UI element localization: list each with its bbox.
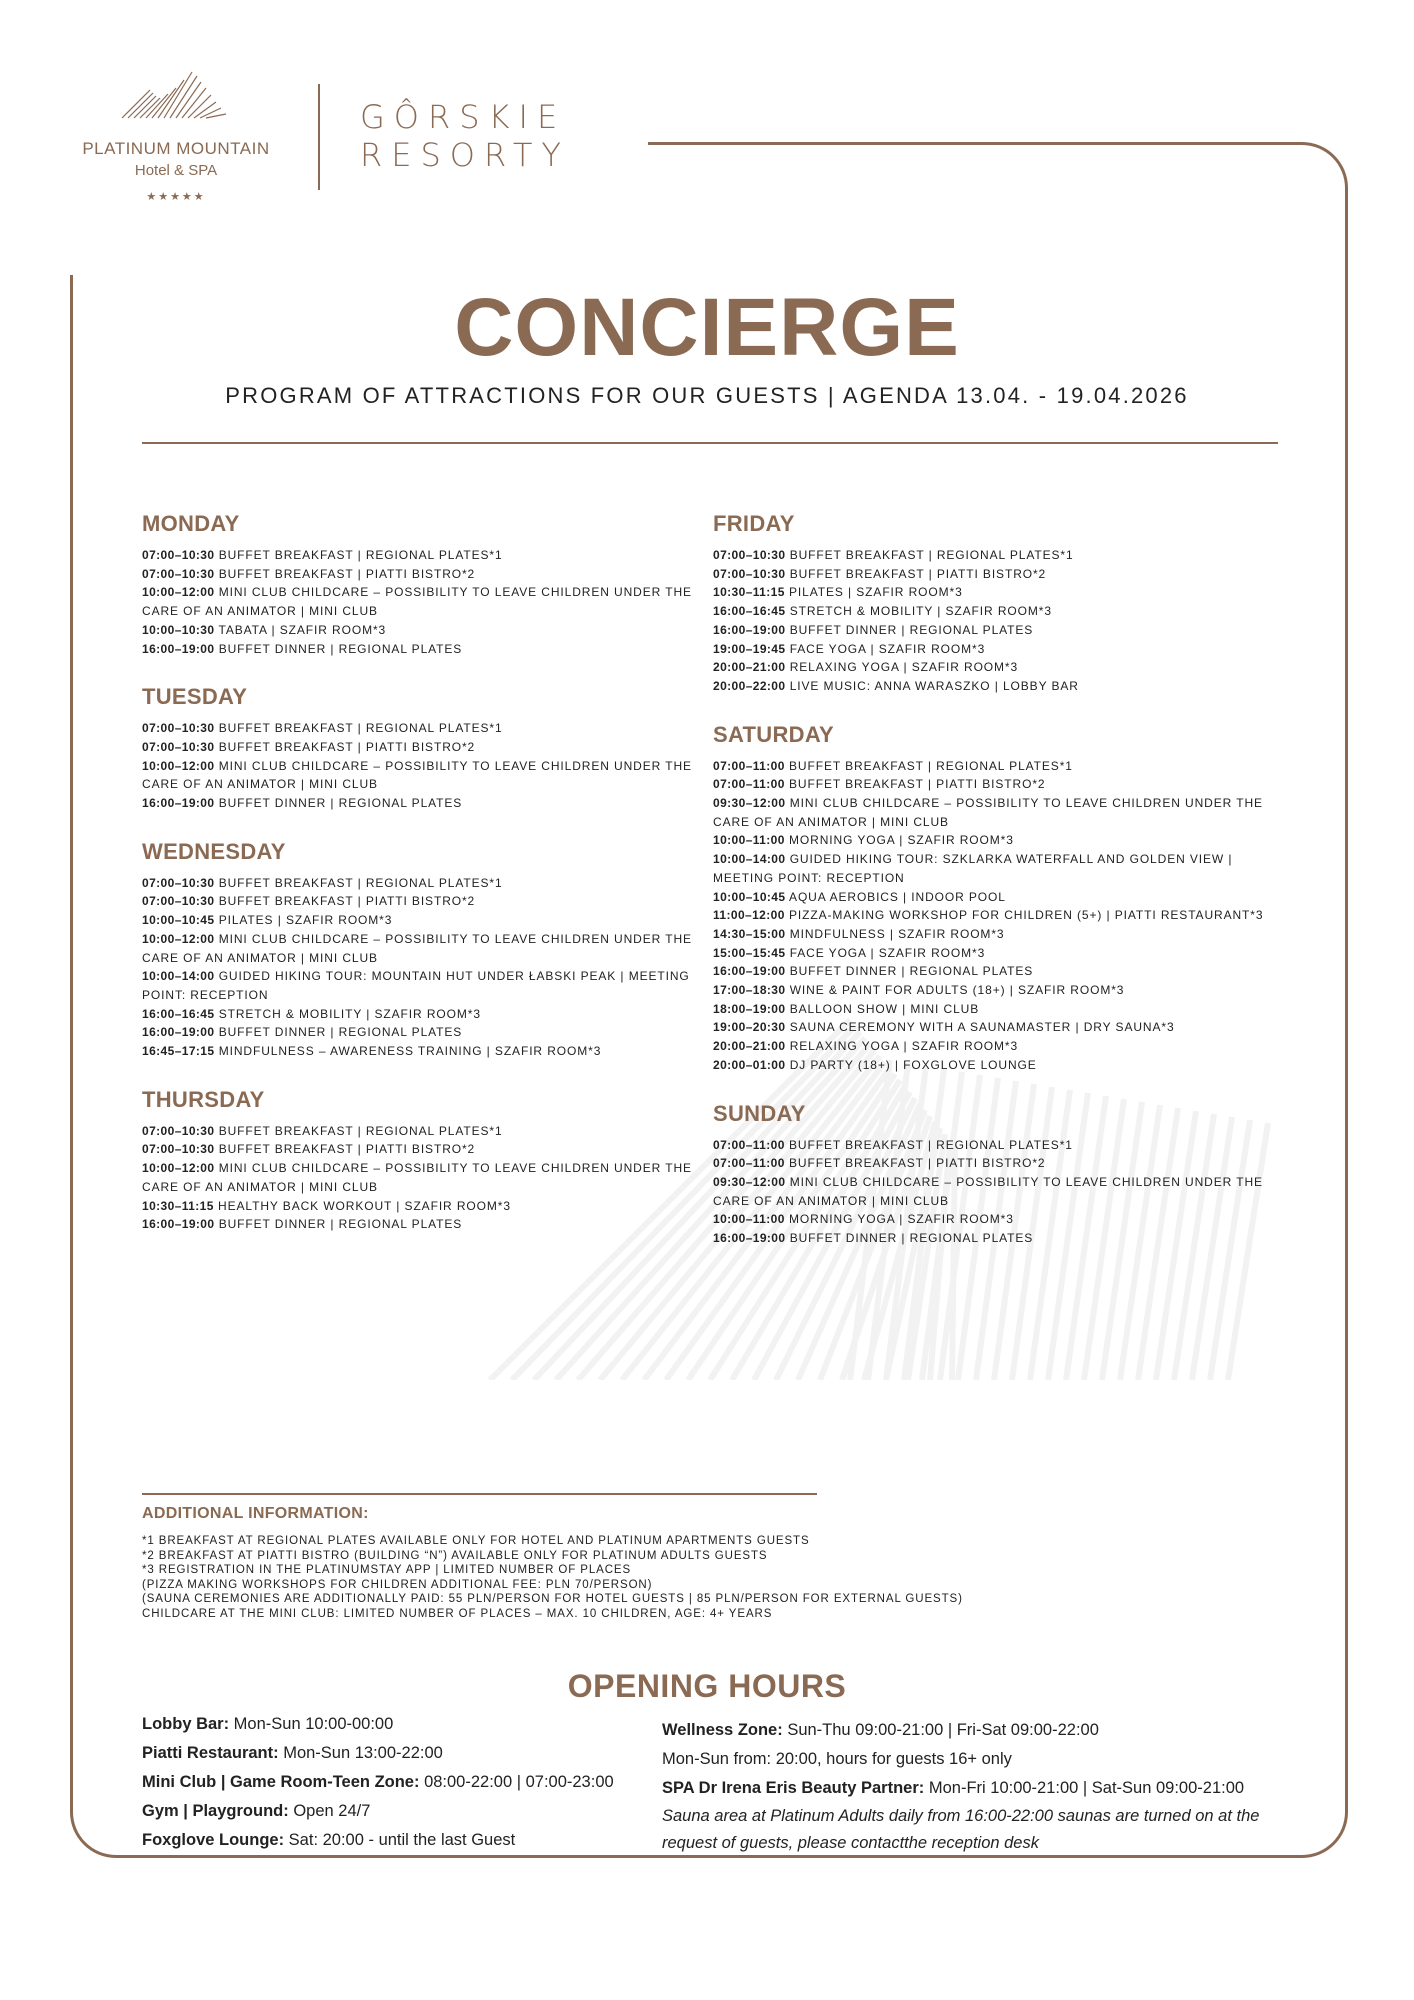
title-divider: [142, 442, 1278, 444]
entry-time: 20:00–01:00: [713, 1057, 786, 1072]
entry-time: 16:00–19:00: [142, 796, 215, 811]
schedule-entry: [713, 925, 1283, 944]
entry-time: 18:00–19:00: [713, 1001, 786, 1016]
entry-text: MINI CLUB CHILDCARE – POSSIBILITY TO LEAVE CHILDREN UNDER THE CARE OF AN ANIMATOR | MINI CLUB: [142, 1161, 692, 1194]
entry-time: 07:00–10:30: [142, 875, 215, 890]
entry-time: 20:00–21:00: [713, 1039, 786, 1054]
opening-hours-title: OPENING HOURS: [567, 1668, 847, 1704]
entry-time: 07:00–10:30: [142, 1142, 215, 1157]
entry-text: MINI CLUB CHILDCARE – POSSIBILITY TO LEAVE CHILDREN UNDER THE CARE OF AN ANIMATOR | MINI CLUB: [142, 758, 692, 792]
entry-text: BUFFET DINNER | REGIONAL PLATES: [789, 964, 1034, 979]
entry-text: BUFFET DINNER | REGIONAL PLATES: [789, 622, 1034, 637]
entry-time: 10:00–14:00: [142, 969, 215, 984]
hours-label: Mini Club | Game Room-Teen Zone:: [142, 1773, 420, 1791]
page-subtitle: PROGRAM OF ATTRACTIONS FOR OUR GUESTS | AGENDA 13.04. - 19.04.2026: [225, 383, 1189, 408]
day-heading: SUNDAY: [713, 1100, 806, 1126]
entry-time: 16:00–19:00: [142, 1025, 215, 1040]
entry-time: 07:00–10:30: [142, 894, 215, 909]
entry-text: AQUA AEROBICS | INDOOR POOL: [789, 889, 1006, 904]
resort-logo: [360, 98, 600, 174]
day-heading: TUESDAY: [142, 684, 248, 710]
entry-text: BUFFET DINNER | REGIONAL PLATES: [789, 1231, 1034, 1246]
entry-text: BUFFET DINNER | REGIONAL PLATES: [218, 1025, 463, 1040]
opening-hours-row: [142, 1739, 662, 1768]
entry-time: 19:00–20:30: [713, 1020, 786, 1035]
hours-value: Mon-Fri 10:00-21:00 | Sat-Sun 09:00-21:00: [924, 1779, 1245, 1797]
hours-value: Sun-Thu 09:00-21:00 | Fri-Sat 09:00-22:00: [782, 1721, 1099, 1739]
entry-time: 07:00–10:30: [713, 566, 786, 581]
opening-hours-row: [142, 1710, 662, 1739]
schedule-entry: [713, 1037, 1283, 1056]
entry-text: MINI CLUB CHILDCARE – POSSIBILITY TO LEAVE CHILDREN UNDER THE CARE OF AN ANIMATOR | MINI CLUB: [142, 931, 692, 965]
entry-text: MORNING YOGA | SZAFIR ROOM*3: [789, 1212, 1014, 1227]
hours-value: Mon-Sun 13:00-22:00: [278, 1744, 443, 1762]
entry-time: 10:00–11:00: [713, 1212, 785, 1227]
schedule-entry: [713, 1000, 1283, 1019]
entry-time: 07:00–11:00: [713, 1137, 785, 1152]
schedule-entry: [713, 757, 1283, 776]
entry-text: BUFFET BREAKFAST | REGIONAL PLATES*1: [789, 1137, 1073, 1152]
hotel-subtitle: Hotel & SPA: [134, 162, 218, 179]
entry-time: 10:30–11:15: [713, 585, 785, 600]
day-heading: WEDNESDAY: [142, 838, 286, 864]
schedule-entry: [713, 1136, 1283, 1155]
entry-text: MORNING YOGA | SZAFIR ROOM*3: [789, 833, 1014, 848]
entry-time: 16:00–16:45: [713, 604, 786, 619]
entry-time: 20:00–21:00: [713, 660, 786, 675]
entry-time: 10:00–12:00: [142, 585, 215, 600]
schedule-left-column: [142, 512, 702, 1261]
day-block-friday: [713, 512, 1283, 696]
schedule-entry: [142, 967, 702, 1004]
schedule-entry: [142, 1159, 702, 1196]
entry-text: STRETCH & MOBILITY | SZAFIR ROOM*3: [789, 604, 1052, 619]
entry-time: 07:00–11:00: [713, 758, 785, 773]
opening-hours-row: [142, 1826, 662, 1855]
entry-time: 07:00–11:00: [713, 777, 785, 792]
opening-hours-right: [662, 1716, 1282, 1857]
day-block-monday: [142, 512, 702, 658]
hours-label: Wellness Zone:: [662, 1721, 783, 1739]
day-heading: SATURDAY: [713, 721, 834, 747]
entry-text: BUFFET DINNER | REGIONAL PLATES: [218, 641, 463, 656]
hours-label: Gym | Playground:: [142, 1802, 289, 1820]
schedule-right-column: [713, 512, 1283, 1275]
entry-text: MINI CLUB CHILDCARE – POSSIBILITY TO LEAVE CHILDREN UNDER THE CARE OF AN ANIMATOR | MINI CLUB: [713, 796, 1263, 829]
entry-time: 16:00–19:00: [713, 964, 786, 979]
additional-info-title: ADDITIONAL INFORMATION:: [142, 1505, 369, 1522]
schedule-entry: [713, 775, 1283, 794]
entry-text: PIZZA-MAKING WORKSHOP FOR CHILDREN (5+) | PIATTI RESTAURANT*3: [789, 908, 1264, 923]
entry-time: 14:30–15:00: [713, 926, 786, 941]
entry-text: BUFFET DINNER | REGIONAL PLATES: [218, 1217, 463, 1232]
schedule-entry: [142, 911, 702, 930]
hours-label: Lobby Bar:: [142, 1715, 230, 1733]
schedule-entry: [142, 640, 702, 659]
schedule-entry: [713, 546, 1283, 565]
entry-text: GUIDED HIKING TOUR: SZKLARKA WATERFALL AND GOLDEN VIEW | MEETING POINT: RECEPTION: [713, 852, 1233, 885]
entry-time: 10:00–11:00: [713, 833, 785, 848]
entry-time: 07:00–10:30: [142, 721, 215, 736]
entry-time: 16:00–19:00: [713, 622, 786, 637]
hours-value: Mon-Sun from: 20:00, hours for guests 16+ only: [662, 1750, 1012, 1768]
entry-text: GUIDED HIKING TOUR: MOUNTAIN HUT UNDER ŁABSKI PEAK | MEETING POINT: RECEPTION: [142, 969, 690, 1002]
opening-hours-row: [142, 1797, 662, 1826]
hours-label: Piatti Restaurant:: [142, 1744, 279, 1762]
schedule-entry: [713, 1056, 1283, 1075]
entry-time: 07:00–10:30: [142, 739, 215, 754]
entry-time: 16:00–16:45: [142, 1006, 215, 1021]
entry-time: 07:00–10:30: [142, 1123, 215, 1138]
schedule-entry: [142, 1215, 702, 1234]
schedule-entry: [713, 1154, 1283, 1173]
entry-text: BUFFET BREAKFAST | REGIONAL PLATES*1: [789, 548, 1074, 562]
frame-top-border: [648, 142, 1300, 146]
schedule-entry: [142, 874, 702, 893]
day-block-sunday: [713, 1102, 1283, 1248]
entry-time: 11:00–12:00: [713, 908, 785, 923]
entry-text: BALLOON SHOW | MINI CLUB: [789, 1001, 980, 1016]
entry-text: PILATES | SZAFIR ROOM*3: [789, 585, 963, 600]
entry-time: 16:45–17:15: [142, 1044, 215, 1059]
entry-time: 09:30–12:00: [713, 1174, 786, 1189]
resort-name-line2: RESORTY: [360, 136, 570, 174]
entry-text: MINI CLUB CHILDCARE – POSSIBILITY TO LEAVE CHILDREN UNDER THE CARE OF AN ANIMATOR | MINI CLUB: [142, 585, 692, 619]
schedule-entry: [142, 583, 702, 620]
frame-left-border: [70, 275, 130, 1858]
entry-text: MINDFULNESS – AWARENESS TRAINING | SZAFIR ROOM*3: [218, 1044, 602, 1059]
entry-text: BUFFET BREAKFAST | PIATTI BISTRO*2: [789, 777, 1046, 792]
entry-text: TABATA | SZAFIR ROOM*3: [218, 622, 387, 637]
hours-value: Mon-Sun 10:00-00:00: [229, 1715, 394, 1733]
schedule-entry: [142, 565, 702, 584]
entry-time: 16:00–19:00: [142, 1217, 215, 1232]
entry-text: BUFFET BREAKFAST | PIATTI BISTRO*2: [218, 566, 476, 581]
entry-time: 10:00–12:00: [142, 758, 215, 773]
logo-divider: [318, 84, 320, 190]
entry-time: 16:00–19:00: [713, 1231, 786, 1246]
day-heading: FRIDAY: [713, 511, 795, 536]
entry-text: BUFFET BREAKFAST | PIATTI BISTRO*2: [789, 1156, 1046, 1171]
info-note: *3 REGISTRATION IN THE PLATINUMSTAY APP | LIMITED NUMBER OF PLACES: [142, 1564, 632, 1576]
entry-text: LIVE MUSIC: ANNA WARASZKO | LOBBY BAR: [789, 678, 1079, 693]
schedule-entry: [142, 1122, 702, 1141]
opening-hours-row: [142, 1768, 662, 1797]
schedule-entry: [142, 1197, 702, 1216]
schedule-entry: [142, 930, 702, 967]
day-block-saturday: [713, 723, 1283, 1075]
entry-time: 09:30–12:00: [713, 796, 786, 811]
schedule-entry: [713, 621, 1283, 640]
schedule-entry: [713, 944, 1283, 963]
hours-value: Sat: 20:00 - until the last Guest: [284, 1831, 516, 1849]
info-note: CHILDCARE AT THE MINI CLUB: LIMITED NUMBER OF PLACES – MAX. 10 CHILDREN, AGE: 4+ YEARS: [142, 1607, 773, 1620]
schedule-entry: [142, 892, 702, 911]
hours-label: SPA Dr Irena Eris Beauty Partner:: [662, 1779, 925, 1797]
entry-text: BUFFET BREAKFAST | REGIONAL PLATES*1: [218, 875, 503, 890]
day-block-tuesday: [142, 685, 702, 813]
info-note: (SAUNA CEREMONIES ARE ADDITIONALLY PAID: 55 PLN/PERSON FOR HOTEL GUESTS | 85 PLN/PERSON FOR EXTERNAL GUESTS): [142, 1593, 963, 1605]
entry-time: 20:00–22:00: [713, 678, 786, 693]
schedule-entry: [713, 794, 1283, 831]
entry-time: 07:00–10:30: [142, 566, 215, 581]
hours-label: Foxglove Lounge:: [142, 1831, 285, 1849]
schedule-entry: [713, 640, 1283, 659]
entry-time: 10:00–14:00: [713, 852, 786, 867]
hours-value: Open 24/7: [288, 1802, 371, 1820]
sauna-note: Sauna area at Platinum Adults daily from 16:00-22:00 saunas are turned on at the request of guests, please contactthe reception desk: [662, 1807, 1260, 1852]
schedule-entry: [142, 621, 702, 640]
schedule-entry: [713, 981, 1283, 1000]
schedule-entry: [713, 850, 1283, 887]
entry-text: SAUNA CEREMONY WITH A SAUNAMASTER | DRY SAUNA*3: [789, 1020, 1175, 1035]
schedule-entry: [713, 677, 1283, 696]
schedule-entry: [713, 888, 1283, 907]
info-note: (PIZZA MAKING WORKSHOPS FOR CHILDREN ADDITIONAL FEE: PLN 70/PERSON): [142, 1578, 653, 1591]
hotel-stars: ★★★★★: [146, 191, 206, 203]
hotel-name: PLATINUM MOUNTAIN: [82, 139, 270, 158]
entry-text: BUFFET BREAKFAST | PIATTI BISTRO*2: [789, 566, 1047, 581]
entry-time: 10:00–10:30: [142, 622, 215, 637]
schedule-entry: [142, 1140, 702, 1159]
schedule-entry: [713, 906, 1283, 925]
entry-time: 15:00–15:45: [713, 945, 786, 960]
schedule-entry: [142, 719, 702, 738]
entry-time: 10:00–12:00: [142, 1161, 215, 1176]
entry-time: 10:00–10:45: [713, 889, 786, 904]
schedule-entry: [713, 658, 1283, 677]
entry-time: 10:00–10:45: [142, 913, 215, 928]
resort-name-line1: GÔRSKIE: [360, 98, 567, 136]
schedule-entry: [713, 1210, 1283, 1229]
entry-text: MINDFULNESS | SZAFIR ROOM*3: [789, 926, 1005, 941]
opening-hours-row: [662, 1716, 1282, 1745]
entry-text: BUFFET BREAKFAST | REGIONAL PLATES*1: [218, 548, 503, 562]
schedule-entry: [142, 1042, 702, 1061]
schedule-entry: [713, 1018, 1283, 1037]
info-note: *2 BREAKFAST AT PIATTI BISTRO (BUILDING “N”) AVAILABLE ONLY FOR PLATINUM ADULTS GUESTS: [142, 1549, 768, 1562]
entry-text: RELAXING YOGA | SZAFIR ROOM*3: [789, 1039, 1019, 1054]
entry-text: FACE YOGA | SZAFIR ROOM*3: [789, 641, 986, 656]
entry-time: 17:00–18:30: [713, 983, 786, 998]
hours-value: 08:00-22:00 | 07:00-23:00: [419, 1773, 614, 1791]
day-heading: MONDAY: [142, 511, 240, 536]
entry-text: HEALTHY BACK WORKOUT | SZAFIR ROOM*3: [218, 1198, 511, 1213]
entry-time: 07:00–10:30: [713, 548, 786, 562]
additional-info-notes: [142, 1534, 1142, 1621]
mountain-logo-icon: [120, 70, 230, 120]
schedule-entry: [713, 602, 1283, 621]
opening-hours-left: [142, 1710, 662, 1855]
day-block-wednesday: [142, 840, 702, 1061]
entry-time: 19:00–19:45: [713, 641, 786, 656]
day-block-thursday: [142, 1088, 702, 1234]
schedule-entry: [142, 1023, 702, 1042]
entry-text: BUFFET BREAKFAST | REGIONAL PLATES*1: [218, 721, 503, 736]
schedule-entry: [713, 831, 1283, 850]
schedule-entry: [142, 757, 702, 794]
schedule-entry: [142, 794, 702, 813]
day-heading: THURSDAY: [142, 1086, 265, 1112]
schedule-entry: [713, 565, 1283, 584]
schedule-entry: [713, 1173, 1283, 1210]
entry-text: DJ PARTY (18+) | FOXGLOVE LOUNGE: [789, 1057, 1037, 1072]
entry-text: BUFFET DINNER | REGIONAL PLATES: [218, 796, 463, 811]
schedule-entry: [713, 583, 1283, 602]
schedule-entry: [142, 738, 702, 757]
entry-text: BUFFET BREAKFAST | PIATTI BISTRO*2: [218, 1142, 476, 1157]
opening-hours-row: [662, 1745, 1282, 1774]
page-title: CONCIERGE: [454, 282, 960, 373]
entry-time: 16:00–19:00: [142, 641, 215, 656]
entry-text: BUFFET BREAKFAST | PIATTI BISTRO*2: [218, 894, 476, 909]
entry-text: PILATES | SZAFIR ROOM*3: [218, 913, 393, 928]
entry-text: MINI CLUB CHILDCARE – POSSIBILITY TO LEAVE CHILDREN UNDER THE CARE OF AN ANIMATOR | MINI CLUB: [713, 1174, 1263, 1208]
opening-hours-row: [662, 1774, 1282, 1803]
entry-time: 10:30–11:15: [142, 1198, 214, 1213]
entry-text: WINE & PAINT FOR ADULTS (18+) | SZAFIR ROOM*3: [789, 983, 1125, 998]
entry-time: 07:00–10:30: [142, 548, 215, 562]
info-divider: [142, 1493, 817, 1495]
entry-text: BUFFET BREAKFAST | PIATTI BISTRO*2: [218, 739, 476, 754]
entry-time: 10:00–12:00: [142, 931, 215, 946]
entry-text: RELAXING YOGA | SZAFIR ROOM*3: [789, 660, 1019, 675]
schedule-entry: [142, 546, 702, 565]
entry-time: 07:00–11:00: [713, 1156, 785, 1171]
entry-text: BUFFET BREAKFAST | REGIONAL PLATES*1: [218, 1123, 503, 1138]
schedule-entry: [142, 1005, 702, 1024]
entry-text: FACE YOGA | SZAFIR ROOM*3: [789, 945, 986, 960]
entry-text: STRETCH & MOBILITY | SZAFIR ROOM*3: [218, 1006, 481, 1021]
schedule-entry: [713, 1229, 1283, 1248]
entry-text: BUFFET BREAKFAST | REGIONAL PLATES*1: [789, 758, 1073, 773]
schedule-entry: [713, 962, 1283, 981]
info-note: *1 BREAKFAST AT REGIONAL PLATES AVAILABLE ONLY FOR HOTEL AND PLATINUM APARTMENTS GUESTS: [142, 1535, 810, 1547]
